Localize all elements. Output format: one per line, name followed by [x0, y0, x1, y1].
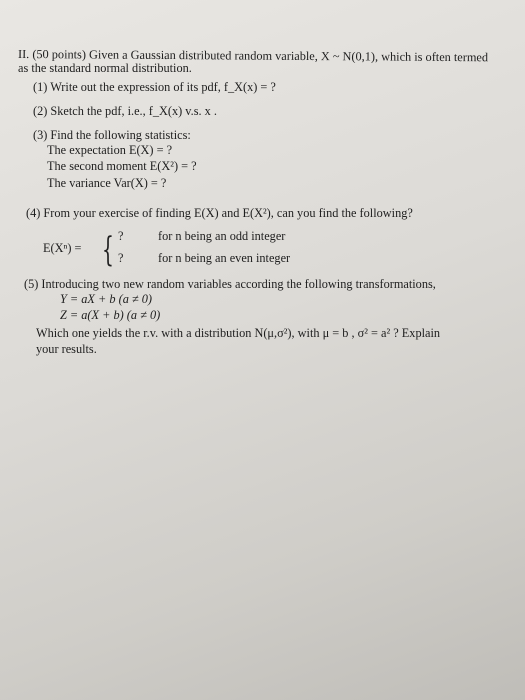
case-2-value: ? — [118, 251, 124, 265]
transform-z: Z = a(X + b) (a ≠ 0) — [60, 308, 161, 322]
question-5-text: Which one yields the r.v. with a distribution N(μ,σ²), with μ = b , σ² = a² ? Explain — [36, 326, 441, 340]
second-moment-line: The second moment E(X²) = ? — [47, 159, 197, 173]
moment-lhs: E(Xⁿ) = — [43, 241, 82, 255]
question-5-label: (5) Introducing two new random variables according the following transformations, — [24, 277, 436, 291]
case-1-text: for n being an odd integer — [158, 229, 286, 243]
case-2-text: for n being an even integer — [158, 251, 291, 265]
intro-line-1: II. (50 points) Given a Gaussian distributed random variable, X ~ N(0,1), which is often termed — [17, 47, 489, 65]
question-5-text-2: your results. — [36, 342, 97, 356]
transform-y: Y = aX + b (a ≠ 0) — [60, 292, 152, 306]
case-1-value: ? — [118, 229, 124, 243]
left-brace: { — [102, 230, 114, 270]
question-1: (1) Write out the expression of its pdf, f_X(x) = ? — [33, 80, 276, 94]
expectation-line: The expectation E(X) = ? — [47, 143, 173, 157]
intro-line-2: as the standard normal distribution. — [18, 61, 192, 75]
question-4-label: (4) From your exercise of finding E(X) and E(X²), can you find the following? — [26, 206, 413, 220]
question-3-label: (3) Find the following statistics: — [33, 128, 191, 142]
variance-line: The variance Var(X) = ? — [47, 176, 167, 190]
question-2: (2) Sketch the pdf, i.e., f_X(x) v.s. x . — [33, 104, 217, 118]
